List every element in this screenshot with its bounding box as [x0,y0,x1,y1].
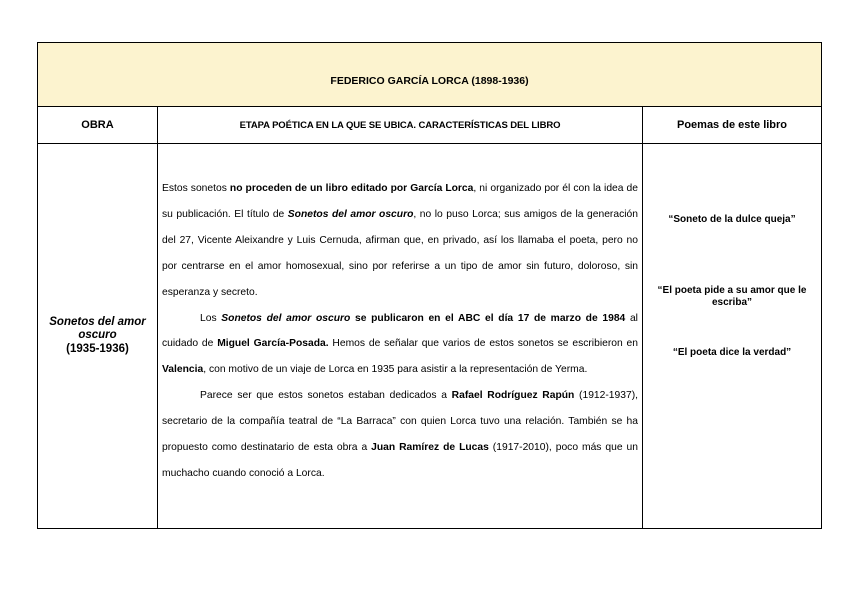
text-run: (1912-1937), secretario de la compañía teatral de “La Barraca” con quien Lorca tuvo una relación. También se ha propuesto como destinatario de esta obra a [162,390,639,454]
text-run-bold: Rafael Rodríguez Rapún [451,390,575,402]
text-run: , no lo puso Lorca; sus amigos de la generación del 27, Vicente Aleixandre y Luis Cernuda, afirman que, en privado, así los llamaba el poeta, pero no por centrarse en el amor homosexual, sino por referirse a un tipo de amor sin futuro, doloroso, sin esperanza y secreto. [162,208,638,298]
poems-cell [643,144,822,529]
table-title: FEDERICO GARCÍA LORCA (1898-1936) [38,43,822,107]
description-paragraph-1 [162,176,638,306]
text-run-bold: no proceden de un libro editado por García Lorca [229,183,474,194]
description-paragraph-3 [162,383,638,487]
poem-item: “El poeta dice la verdad” [672,347,792,358]
text-run-bold: Miguel García-Posada. [217,338,329,350]
header-poemas: Poemas de este libro [643,107,822,144]
text-run: Parece ser que estos sonetos estaban dedicados a [200,390,452,402]
text-run: Los [200,312,222,324]
text-run: , ni organizado por él con la idea de su publicación. El título de [162,183,638,220]
text-run: , con motivo de un viaje de Lorca en 1935 para asistir a la representación de Yerma. [203,364,588,376]
text-run-bold: se publicaron en el ABC el día 17 de marzo de 1984 [350,312,626,324]
text-run: al cuidado de [162,312,638,350]
obra-years: (1935-1936) [66,343,129,355]
header-etapa: ETAPA POÉTICA EN LA QUE SE UBICA. CARACTERÍSTICAS DEL LIBRO [158,107,643,144]
text-run: (1917-2010), poco más que un muchacho cuando conoció a Lorca. [162,442,638,479]
description-cell [158,144,643,529]
poem-item: “Soneto de la dulce queja” [668,214,796,225]
text-run-bold: Juan Ramírez de Lucas [371,442,489,454]
text-run-bold: Valencia [162,364,204,376]
text-run: Hemos de señalar que varios de estos sonetos se escribieron en [328,338,638,350]
obra-title: Sonetos del amor oscuro [49,316,146,341]
text-run-bold-italic: Sonetos del amor oscuro [221,312,351,324]
text-run-bold-italic: Sonetos del amor oscuro [287,208,414,220]
obra-cell [38,144,158,529]
header-obra: OBRA [38,107,158,144]
text-run: Estos sonetos [162,183,230,194]
poem-item: “El poeta pide a su amor que le escriba” [657,285,807,308]
description-paragraph-2 [162,306,638,384]
lorca-table [37,42,822,529]
